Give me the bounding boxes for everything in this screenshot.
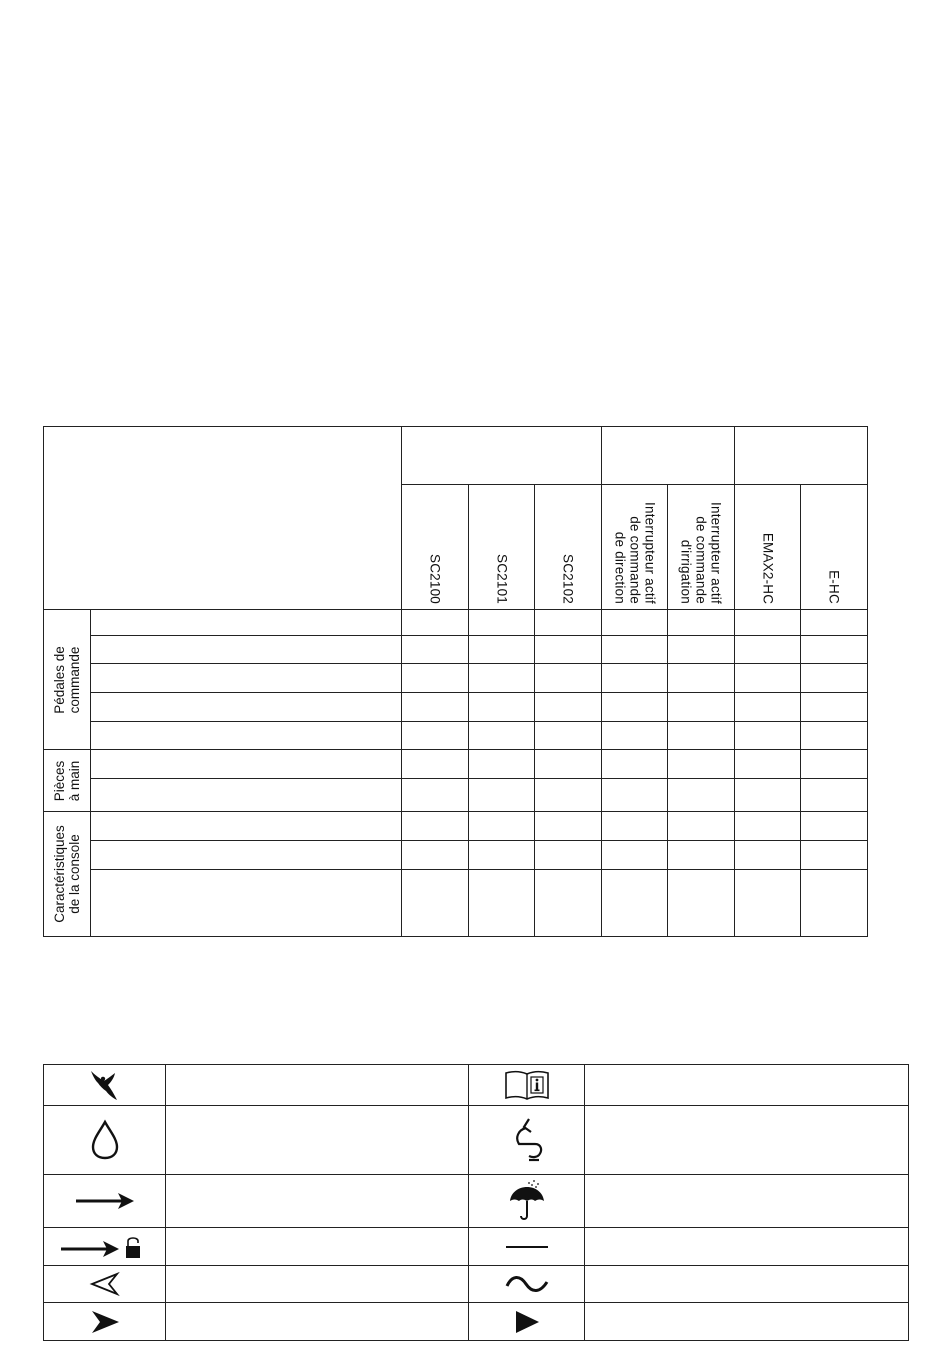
- data-cell: [735, 722, 801, 750]
- symbol-row: [44, 1175, 909, 1228]
- data-cell: [801, 693, 868, 722]
- data-cell: [801, 750, 868, 779]
- data-cell: [602, 870, 668, 937]
- data-cell: [469, 693, 535, 722]
- symbol-cell: [44, 1065, 166, 1106]
- table-row: [44, 870, 868, 937]
- row-label-cell: [91, 693, 402, 722]
- data-cell: [602, 722, 668, 750]
- data-cell: [535, 664, 602, 693]
- data-cell: [801, 722, 868, 750]
- symbol-description-cell: [166, 1266, 469, 1303]
- symbol-description-cell: [166, 1065, 469, 1106]
- table-row: [44, 779, 868, 812]
- symbol-cell: [469, 1175, 585, 1228]
- data-cell: [469, 779, 535, 812]
- data-cell: [735, 610, 801, 636]
- table-row: [44, 750, 868, 779]
- data-cell: [668, 693, 735, 722]
- symbol-cell: [469, 1266, 585, 1303]
- header-group-cell: [602, 427, 735, 485]
- water-drop-icon: [90, 1119, 120, 1161]
- data-cell: [602, 693, 668, 722]
- horizontal-line-icon: [505, 1242, 549, 1252]
- symbol-cell: [44, 1228, 166, 1266]
- row-label-cell: [91, 664, 402, 693]
- symbol-row: [44, 1228, 909, 1266]
- symbol-row: [44, 1065, 909, 1106]
- filled-triangle-right-icon: [513, 1309, 541, 1335]
- data-cell: [402, 750, 469, 779]
- data-cell: [735, 664, 801, 693]
- symbol-description-cell: [585, 1175, 909, 1228]
- arrow-lock-icon: [59, 1233, 151, 1261]
- header-group-cell: [402, 427, 602, 485]
- symbol-cell: [44, 1266, 166, 1303]
- column-header-label: Interrupteur actif de commande d'irrigation: [678, 502, 724, 604]
- data-cell: [602, 750, 668, 779]
- data-cell: [469, 610, 535, 636]
- table-row: [44, 841, 868, 870]
- data-cell: [668, 779, 735, 812]
- table-row: [44, 722, 868, 750]
- arrow-right-icon: [74, 1191, 136, 1211]
- symbol-description-cell: [166, 1106, 469, 1175]
- column-header-label: Interrupteur actif de commande de direction: [612, 502, 657, 604]
- symbols-table: [43, 1064, 909, 1341]
- table-row: [44, 693, 868, 722]
- data-cell: [535, 812, 602, 841]
- header-corner-cell: [44, 427, 402, 610]
- data-cell: [402, 636, 469, 664]
- symbol-description-cell: [166, 1303, 469, 1341]
- symbol-cell: [44, 1175, 166, 1228]
- group-label: Caractéristiques de la console: [52, 825, 82, 923]
- data-cell: [801, 841, 868, 870]
- data-cell: [402, 664, 469, 693]
- data-cell: [535, 636, 602, 664]
- symbol-description-cell: [166, 1228, 469, 1266]
- data-cell: [801, 812, 868, 841]
- group-label-cell-handpieces: [44, 750, 91, 812]
- data-cell: [602, 812, 668, 841]
- column-header-emax2-hc: [735, 485, 801, 610]
- data-cell: [801, 779, 868, 812]
- symbol-row: [44, 1106, 909, 1175]
- filled-arrowhead-right-icon: [89, 1309, 121, 1335]
- row-label-cell: [91, 779, 402, 812]
- sine-wave-icon: [504, 1273, 550, 1295]
- symbol-row: [44, 1266, 909, 1303]
- data-cell: [535, 610, 602, 636]
- data-cell: [735, 812, 801, 841]
- column-header-label: SC2100: [427, 554, 443, 604]
- data-cell: [668, 636, 735, 664]
- open-chevron-left-icon: [89, 1271, 121, 1297]
- data-cell: [402, 722, 469, 750]
- data-cell: [668, 610, 735, 636]
- bird-icon: [88, 1067, 122, 1103]
- data-cell: [535, 722, 602, 750]
- data-cell: [801, 610, 868, 636]
- data-cell: [735, 841, 801, 870]
- data-cell: [402, 610, 469, 636]
- data-cell: [602, 779, 668, 812]
- column-header-e-hc: [801, 485, 868, 610]
- data-cell: [535, 870, 602, 937]
- column-header-sc2101: [469, 485, 535, 610]
- data-cell: [735, 750, 801, 779]
- table-row: [44, 636, 868, 664]
- data-cell: [469, 750, 535, 779]
- group-label-cell-console: [44, 812, 91, 937]
- data-cell: [469, 664, 535, 693]
- header-group-cell: [735, 427, 868, 485]
- symbol-description-cell: [585, 1065, 909, 1106]
- row-label-cell: [91, 841, 402, 870]
- data-cell: [602, 664, 668, 693]
- symbol-description-cell: [585, 1228, 909, 1266]
- data-cell: [535, 750, 602, 779]
- compatibility-table: [43, 426, 868, 937]
- column-header-label: EMAX2-HC: [760, 532, 775, 605]
- data-cell: [668, 870, 735, 937]
- data-cell: [469, 722, 535, 750]
- data-cell: [668, 722, 735, 750]
- data-cell: [402, 779, 469, 812]
- open-book-info-icon: [503, 1068, 551, 1102]
- data-cell: [735, 636, 801, 664]
- data-cell: [469, 841, 535, 870]
- table-row: [44, 664, 868, 693]
- symbol-description-cell: [585, 1106, 909, 1175]
- data-cell: [469, 636, 535, 664]
- recycle-arrow-icon: [507, 1116, 547, 1164]
- column-header-sc2100: [402, 485, 469, 610]
- column-header-label: SC2101: [494, 554, 509, 604]
- data-cell: [801, 636, 868, 664]
- data-cell: [535, 693, 602, 722]
- group-label: Pièces à main: [52, 760, 82, 801]
- data-cell: [535, 841, 602, 870]
- data-cell: [469, 870, 535, 937]
- symbol-row: [44, 1303, 909, 1341]
- symbol-description-cell: [166, 1175, 469, 1228]
- column-header-direction-switch: [602, 485, 668, 610]
- data-cell: [402, 870, 469, 937]
- data-cell: [801, 664, 868, 693]
- symbol-cell: [469, 1065, 585, 1106]
- column-header-label: E-HC: [826, 570, 842, 604]
- symbol-cell: [469, 1228, 585, 1266]
- data-cell: [469, 812, 535, 841]
- data-cell: [535, 779, 602, 812]
- table-row: [44, 812, 868, 841]
- row-label-cell: [91, 812, 402, 841]
- data-cell: [602, 636, 668, 664]
- row-label-cell: [91, 870, 402, 937]
- symbol-cell: [44, 1303, 166, 1341]
- row-label-cell: [91, 722, 402, 750]
- table-row: [44, 610, 868, 636]
- data-cell: [402, 812, 469, 841]
- row-label-cell: [91, 636, 402, 664]
- column-header-sc2102: [535, 485, 602, 610]
- data-cell: [668, 750, 735, 779]
- data-cell: [668, 841, 735, 870]
- symbol-description-cell: [585, 1303, 909, 1341]
- data-cell: [602, 841, 668, 870]
- group-label: Pédales de commande: [52, 645, 82, 714]
- data-cell: [801, 870, 868, 937]
- symbol-description-cell: [585, 1266, 909, 1303]
- data-cell: [402, 693, 469, 722]
- symbol-cell: [469, 1106, 585, 1175]
- data-cell: [602, 610, 668, 636]
- data-cell: [668, 812, 735, 841]
- data-cell: [735, 779, 801, 812]
- symbol-cell: [44, 1106, 166, 1175]
- header-group-row: [44, 427, 868, 485]
- column-header-irrigation-switch: [668, 485, 735, 610]
- data-cell: [668, 664, 735, 693]
- data-cell: [735, 693, 801, 722]
- column-header-label: SC2102: [560, 554, 576, 604]
- umbrella-rain-icon: [507, 1179, 547, 1223]
- row-label-cell: [91, 610, 402, 636]
- data-cell: [735, 870, 801, 937]
- group-label-cell-pedals: [44, 610, 91, 750]
- row-label-cell: [91, 750, 402, 779]
- symbol-cell: [469, 1303, 585, 1341]
- data-cell: [402, 841, 469, 870]
